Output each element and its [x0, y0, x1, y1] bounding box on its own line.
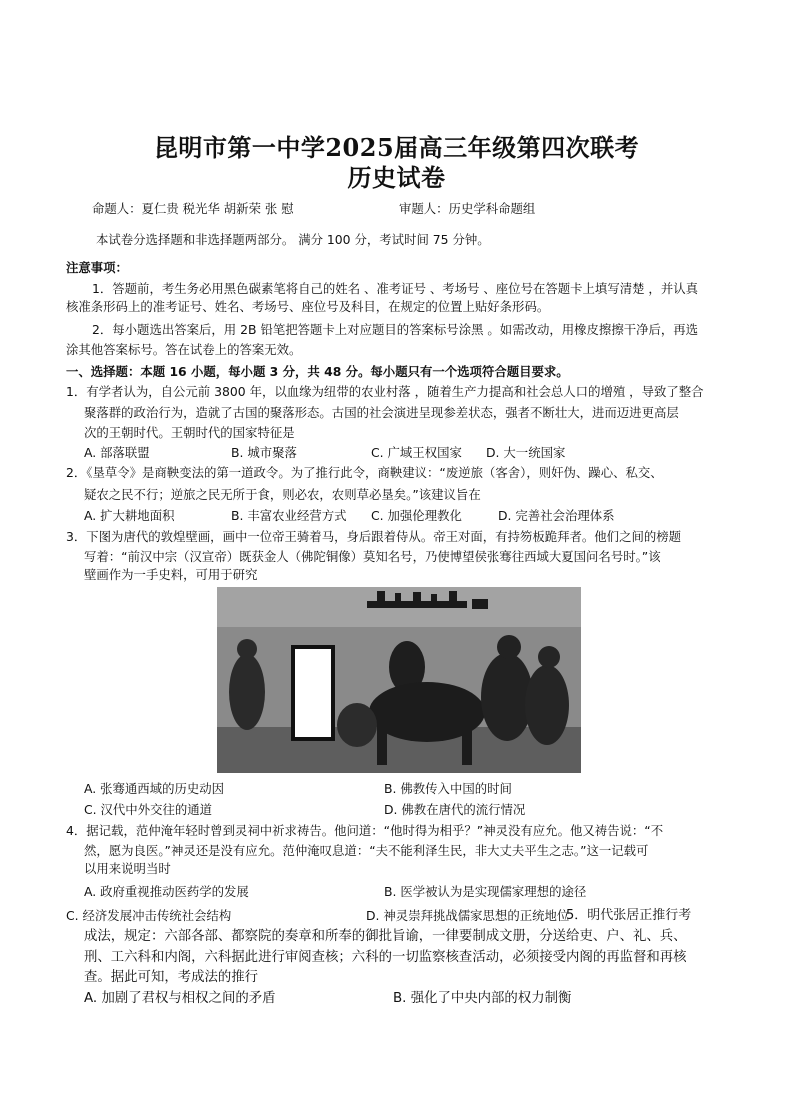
question-4-text: 4．据记载，范仲淹年轻时曾到灵祠中祈求祷告。他问道：“他时得为相乎？”神灵没有应允。他又祷告说：“不 — [66, 823, 664, 838]
question-2-option-b: B. 丰富农业经营方式 — [231, 508, 347, 523]
question-4-option-a: A. 政府重视推动医药学的发展 — [84, 884, 249, 899]
question-3-option-d: D. 佛教在唐代的流行情况 — [384, 802, 526, 817]
question-1-text: 聚落群的政治行为，造就了古国的聚落形态。古国的社会演进呈现参差状态，强者不断壮大，进而迈进更高层 — [84, 405, 679, 420]
dunhuang-mural-image — [217, 587, 581, 773]
question-3-option-c: C. 汉代中外交往的通道 — [84, 802, 213, 817]
exam-title: 昆明市第一中学2025届高三年级第四次联考 — [153, 133, 640, 162]
question-4-text: 然，愿为良医。”神灵还是没有应允。范仲淹叹息道：“夫不能利泽生民，非大丈夫平生之志。”这一记载可 — [84, 843, 649, 858]
question-4-option-c: C. 经济发展冲击传统社会结构 — [66, 908, 232, 923]
question-5-text: 成法，规定：六部各部、都察院的奏章和所奉的御批旨谕，一律要制成文册，分送给吏、户、礼、兵、 — [84, 929, 687, 944]
question-2-option-a: A. 扩大耕地面积 — [84, 508, 175, 523]
question-5-start: 5．明代张居正推行考 — [566, 908, 692, 923]
authors-text: 命题人：夏仁贵 税光华 胡新荣 张 慰 — [92, 201, 294, 216]
question-1-text: 次的王朝时代。王朝时代的国家特征是 — [84, 425, 295, 440]
question-1-option-b: B. 城市聚落 — [231, 445, 297, 460]
exam-subject-title: 历史试卷 — [347, 163, 446, 192]
section-heading: 一、选择题：本题 16 小题，每小题 3 分，共 48 分。每小题只有一个选项符合题目要求。 — [66, 364, 569, 379]
question-5-option-b: B. 强化了中央内部的权力制衡 — [393, 991, 572, 1006]
question-3-option-b: B. 佛教传入中国的时间 — [384, 781, 512, 796]
question-1-option-a: A. 部落联盟 — [84, 445, 150, 460]
question-4-text: 以用来说明当时 — [84, 861, 171, 876]
question-2-option-d: D. 完善社会治理体系 — [498, 508, 615, 523]
question-1-text: 1．有学者认为，自公元前 3800 年，以血缘为纽带的农业村落 ，随着生产力提高和社会总人口的增殖 ，导致了整合 — [66, 384, 704, 399]
notice-heading: 注意事项： — [66, 260, 128, 275]
question-3-text: 3．下图为唐代的敦煌壁画，画中一位帝王骑着马，身后跟着侍从。帝王对面，有持笏板跪拜者。他们之间的榜题 — [66, 529, 682, 544]
question-2-text: 疑农之民不行；逆旅之民无所于食，则必农，农则草必垦矣。”该建议旨在 — [84, 487, 481, 502]
question-5-option-a: A. 加剧了君权与相权之间的矛盾 — [84, 991, 276, 1006]
question-2-text: 2．《垦草令》是商鞅变法的第一道政令。为了推行此令，商鞅建议：“废逆旅（客舍），则奸伪、躁心、私交、 — [66, 465, 663, 480]
notice-line: 1．答题前，考生务必用黑色碳素笔将自己的姓名 、准考证号 、考场号 、座位号在答题卡上填写清楚 ，并认真 — [92, 281, 698, 296]
exam-summary: 本试卷分选择题和非选择题两部分。 满分 100 分，考试时间 75 分钟。 — [96, 232, 490, 247]
question-4-option-b: B. 医学被认为是实现儒家理想的途径 — [384, 884, 587, 899]
question-2-option-c: C. 加强伦理教化 — [371, 508, 462, 523]
question-1-option-d: D. 大一统国家 — [486, 445, 566, 460]
question-5-text: 刑、工六科和内阁，六科据此进行审阅查核；六科的一切监察核查活动，必须接受内阁的再监督和再核 — [84, 950, 687, 965]
notice-line: 核准条形码上的准考证号、姓名、考场号、座位号及科目，在规定的位置上贴好条形码。 — [66, 299, 550, 314]
question-3-option-a: A. 张骞通西域的历史动因 — [84, 781, 225, 796]
question-1-option-c: C. 广域王权国家 — [371, 445, 462, 460]
notice-line: 涂其他答案标号。答在试卷上的答案无效。 — [66, 342, 302, 357]
reviewer-text: 审题人：历史学科命题组 — [399, 201, 536, 216]
question-4-option-d: D. 神灵崇拜挑战儒家思想的正统地位 — [366, 908, 570, 923]
question-3-text: 写着：“前汉中宗（汉宣帝）既获金人（佛陀铜像）莫知名号，乃使博望侯张骞往西域大夏国问名号时。”该 — [84, 549, 661, 564]
question-3-text: 壁画作为一手史料，可用于研究 — [84, 567, 258, 582]
question-5-text: 查。据此可知，考成法的推行 — [84, 970, 259, 985]
notice-line: 2．每小题选出答案后，用 2B 铅笔把答题卡上对应题目的答案标号涂黑 。如需改动，用橡皮擦擦干净后，再选 — [92, 322, 699, 337]
